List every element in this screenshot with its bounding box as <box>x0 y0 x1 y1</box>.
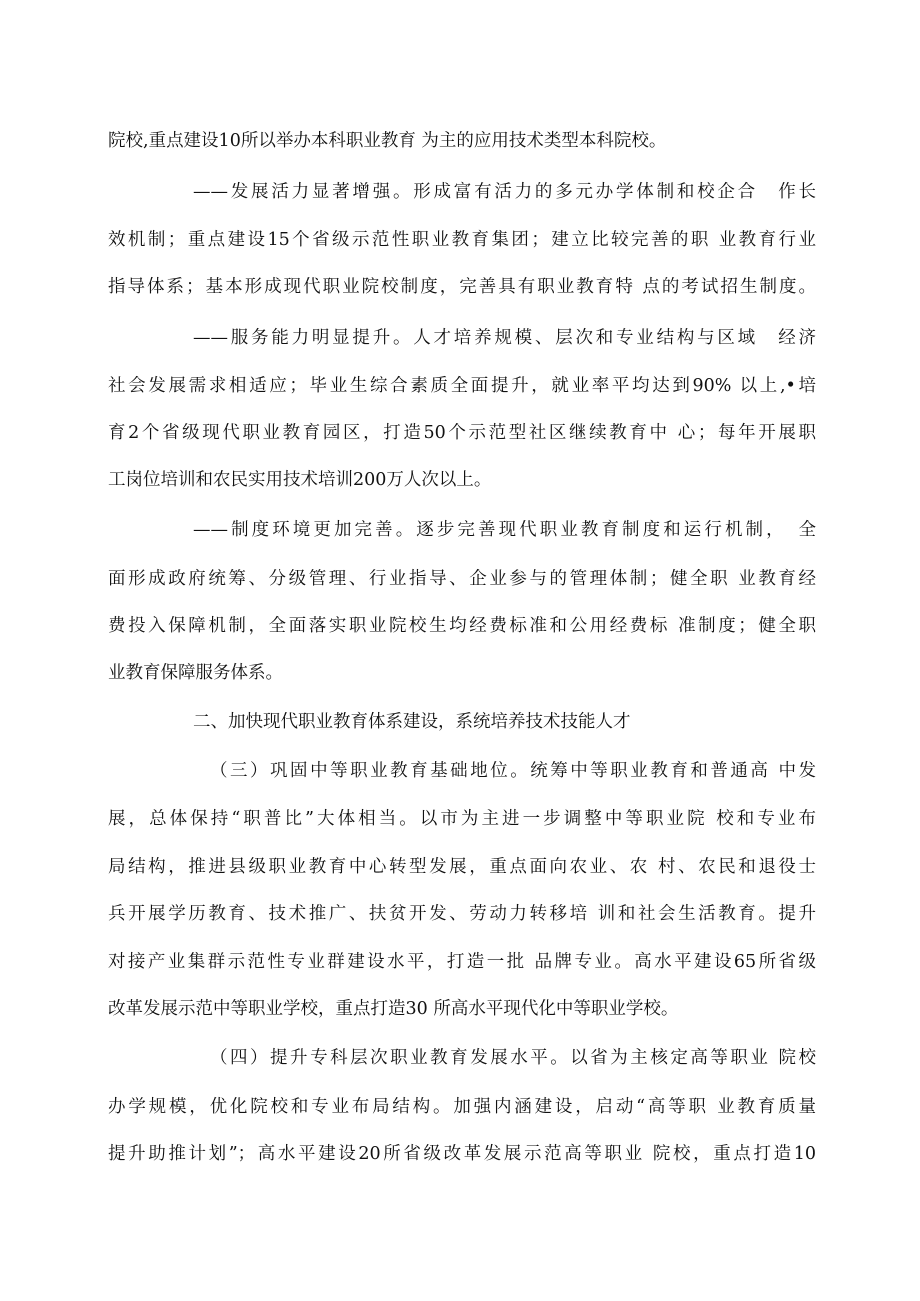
paragraph-line: 提升助推计划”；高水平建设20所省级改革发展示范高等职业 院校，重点打造10 <box>108 1144 816 1164</box>
paragraph-line: ——发展活力显著增强。形成富有活力的多元办学体制和校企合 作长 <box>193 182 816 202</box>
paragraph-line: 费投入保障机制，全面落实职业院校生均经费标准和公用经费标 准制度；健全职 <box>108 616 816 636</box>
section-heading: 二、加快现代职业教育体系建设，系统培养技术技能人才 <box>193 712 631 732</box>
paragraph-line: 效机制；重点建设15个省级示范性职业教育集团；建立比较完善的职 业教育行业 <box>108 230 816 250</box>
paragraph-line: 指导体系；基本形成现代职业院校制度，完善具有职业教育特 点的考试招生制度。 <box>108 277 816 297</box>
paragraph-line: 对接产业集群示范性专业群建设水平，打造一批 品牌专业。高水平建设65所省级 <box>108 952 816 972</box>
paragraph-line: 面形成政府统筹、分级管理、行业指导、企业参与的管理体制；健全职 业教育经 <box>108 569 816 589</box>
paragraph-line: 社会发展需求相适应；毕业生综合素质全面提升，就业率平均达到90% 以上,•培 <box>108 376 816 396</box>
paragraph-line: 工岗位培训和农民实用技术培训200万人次以上。 <box>108 470 492 490</box>
paragraph-line: ——服务能力明显提升。人才培养规模、层次和专业结构与区域 经济 <box>193 328 816 348</box>
paragraph-line: 展，总体保持“职普比”大体相当。以市为主进一步调整中等职业院 校和专业布 <box>108 809 816 829</box>
paragraph-line: ——制度环境更加完善。逐步完善现代职业教育制度和运行机制， 全 <box>193 520 816 540</box>
paragraph-line: （四）提升专科层次职业教育发展水平。以省为主核定高等职业 院校 <box>210 1048 816 1068</box>
paragraph-line: 兵开展学历教育、技术推广、扶贫开发、劳动力转移培 训和社会生活教育。提升 <box>108 904 816 924</box>
paragraph-line: 院校,重点建设10所以举办本科职业教育 为主的应用技术类型本科院校。 <box>108 131 667 151</box>
paragraph-line: （三）巩固中等职业教育基础地位。统筹中等职业教育和普通高 中发 <box>210 761 816 781</box>
paragraph-line: 局结构，推进县级职业教育中心转型发展，重点面向农业、农 村、农民和退役士 <box>108 857 816 877</box>
paragraph-line: 育2个省级现代职业教育园区，打造50个示范型社区继续教育中 心；每年开展职 <box>108 423 816 443</box>
paragraph-line: 业教育保障服务体系。 <box>108 663 283 683</box>
paragraph-line: 改革发展示范中等职业学校，重点打造30 所高水平现代化中等职业学校。 <box>108 999 679 1019</box>
paragraph-line: 办学规模，优化院校和专业布局结构。加强内涵建设，启动“高等职 业教育质量 <box>108 1097 816 1117</box>
